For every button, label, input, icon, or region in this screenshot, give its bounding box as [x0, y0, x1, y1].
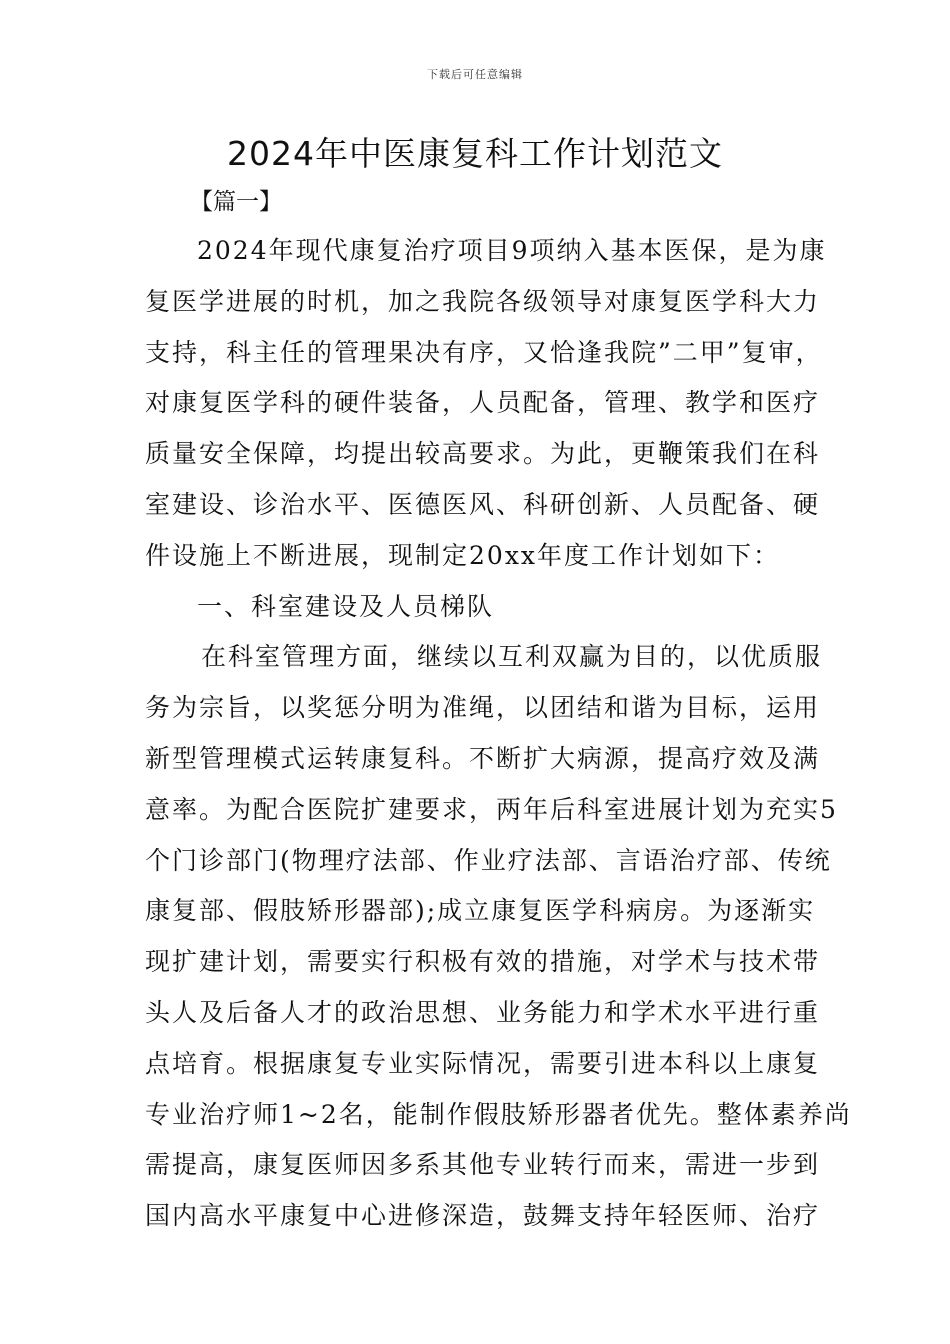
paragraph-line: 室建设、诊治水平、医德医风、科研创新、人员配备、硬: [145, 489, 821, 519]
paragraph-line: 个门诊部门(物理疗法部、作业疗法部、言语治疗部、传统: [145, 845, 832, 875]
paragraph-line: 专业治疗师1~2名，能制作假肢矫形器者优先。整体素养尚: [145, 1099, 852, 1129]
header-note: 下载后可任意编辑: [427, 68, 523, 81]
paragraph-line: 需提高，康复医师因多系其他专业转行而来，需进一步到: [145, 1150, 821, 1180]
paragraph-line: 在科室管理方面，继续以互利双赢为目的，以优质服: [201, 642, 823, 672]
paragraph-line: 国内高水平康复中心进修深造，鼓舞支持年轻医师、治疗: [145, 1201, 821, 1231]
paragraph-line: 头人及后备人才的政治思想、业务能力和学术水平进行重: [145, 997, 821, 1027]
paragraph-line: 务为宗旨，以奖惩分明为准绳，以团结和谐为目标，运用: [145, 693, 821, 723]
paragraph-line: 支持，科主任的管理果决有序，又恰逢我院”二甲”复审，: [145, 337, 823, 367]
paragraph-line: 件设施上不断进展，现制定20xx年度工作计划如下：: [145, 540, 781, 570]
paragraph-line: 康复部、假肢矫形器部);成立康复医学科病房。为逐渐实: [145, 896, 816, 926]
paragraph-line: 现扩建计划，需要实行积极有效的措施，对学术与技术带: [145, 947, 821, 977]
paragraph-line: 意率。为配合医院扩建要求，两年后科室进展计划为充实5: [145, 794, 838, 824]
body-text: [145, 226, 852, 1242]
paragraph-line: 质量安全保障，均提出较高要求。为此，更鞭策我们在科: [145, 439, 821, 469]
paragraph-line: 点培育。根据康复专业实际情况，需要引进本科以上康复: [145, 1048, 821, 1078]
document-title: 2024年中医康复科工作计划范文: [227, 134, 723, 173]
paragraph-line: 对康复医学科的硬件装备，人员配备，管理、教学和医疗: [145, 388, 821, 418]
section-tag: 【篇一】: [190, 189, 282, 215]
paragraph-line: 复医学进展的时机，加之我院各级领导对康复医学科大力: [145, 286, 821, 316]
section-heading: 一、科室建设及人员梯队: [197, 591, 495, 621]
paragraph-line: 2024年现代康复治疗项目9项纳入基本医保，是为康: [197, 236, 827, 265]
paragraph-line: 新型管理模式运转康复科。不断扩大病源，提高疗效及满: [145, 743, 821, 773]
